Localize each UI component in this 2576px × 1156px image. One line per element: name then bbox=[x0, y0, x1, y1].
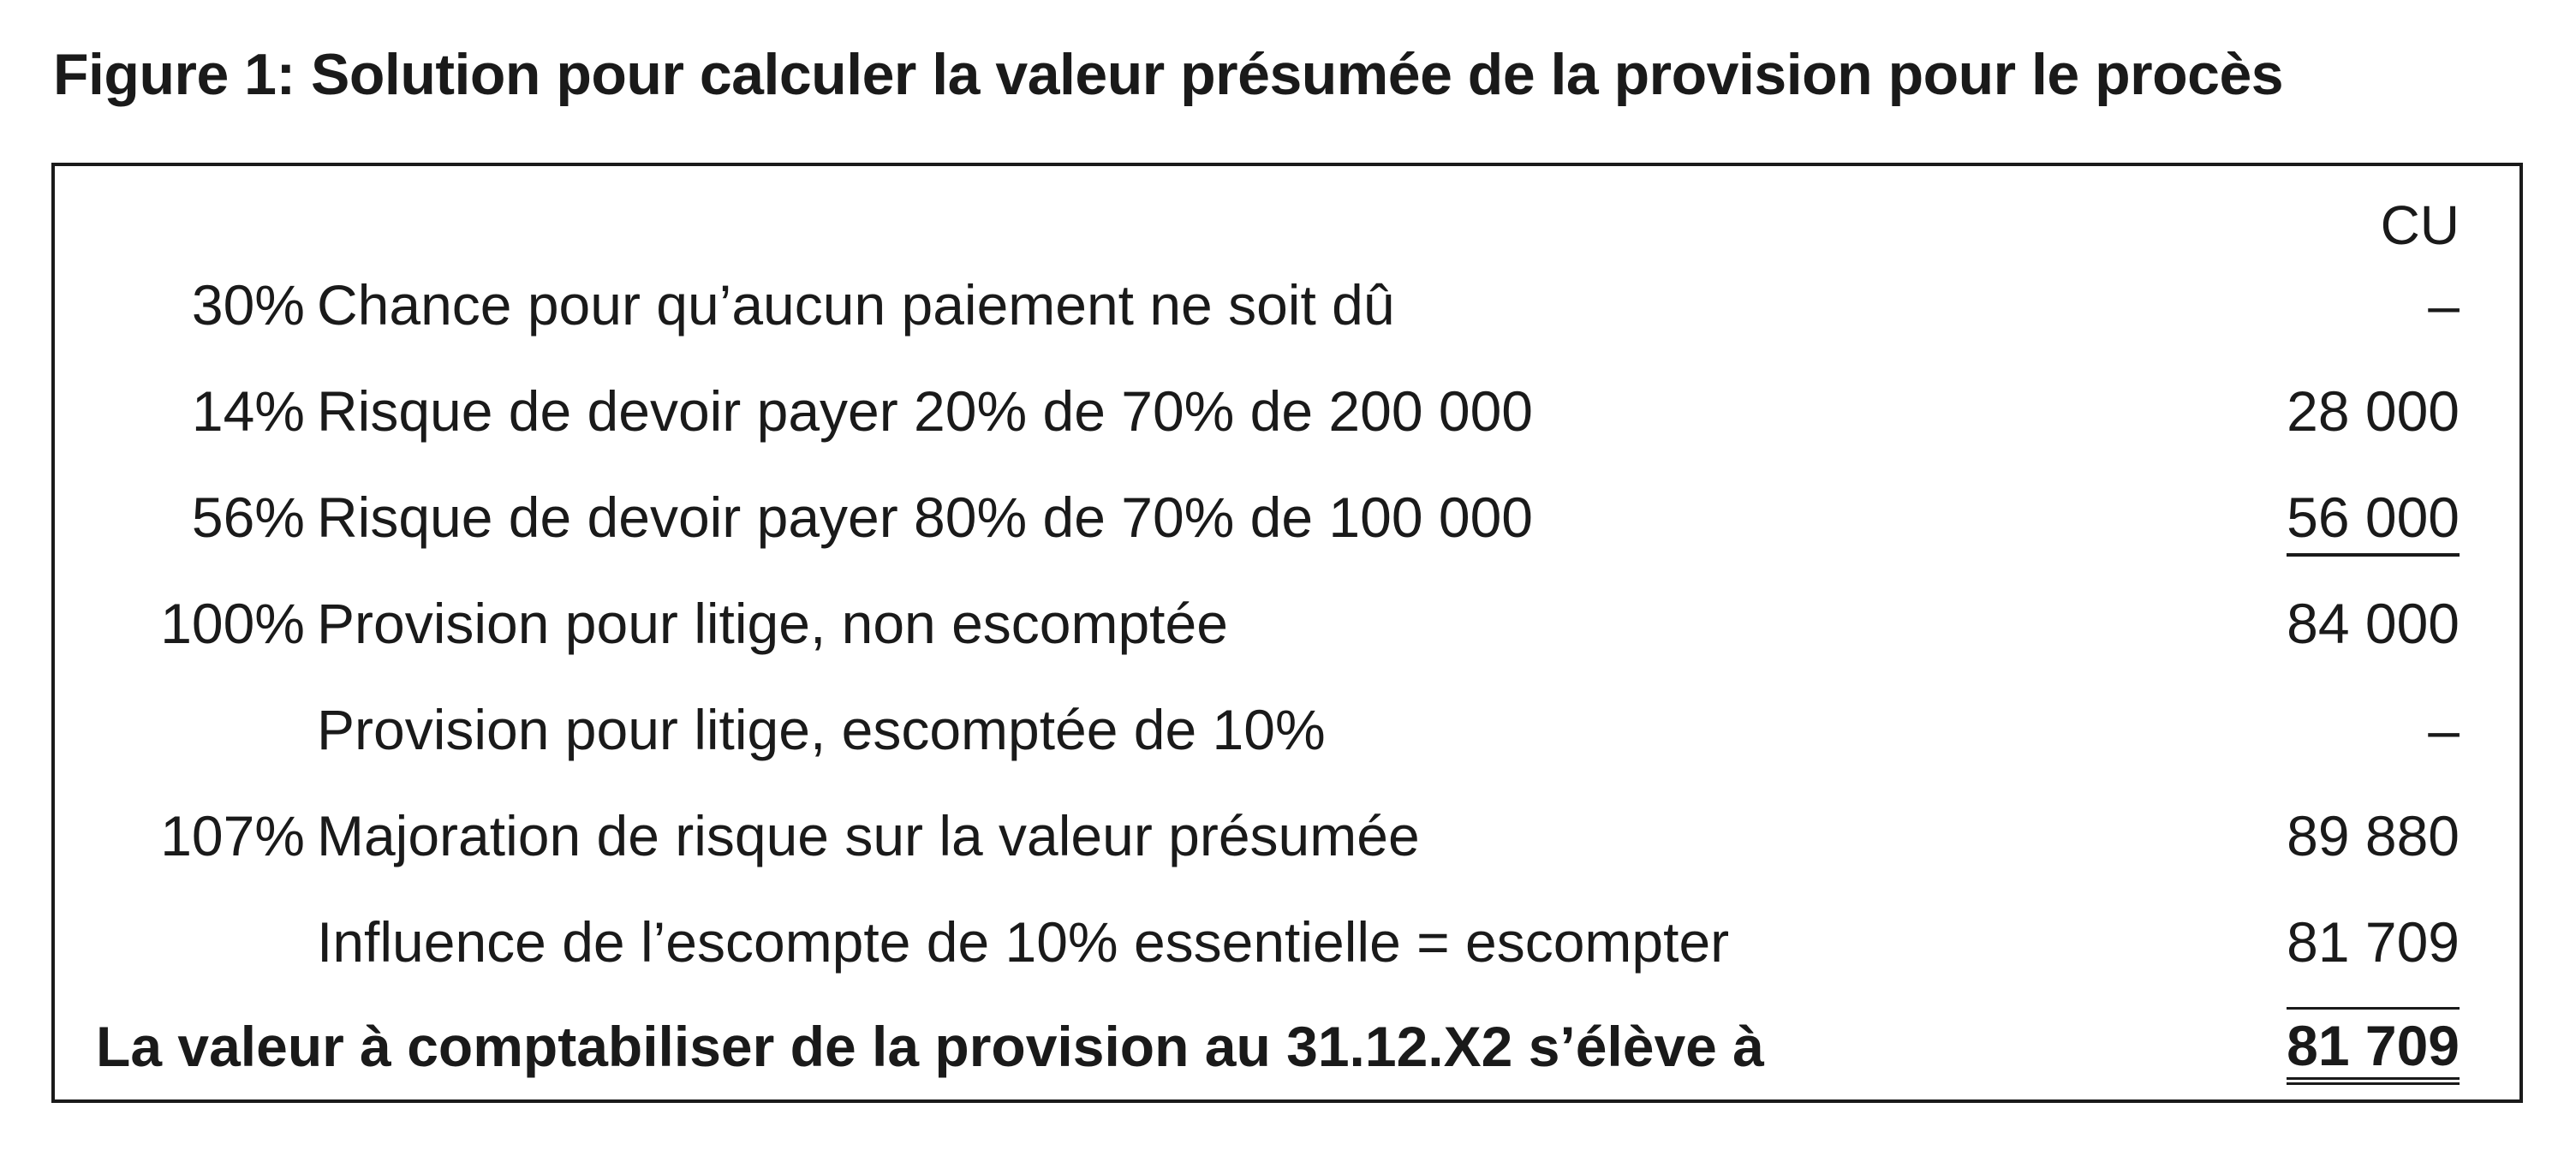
row-percent: 30% bbox=[191, 273, 305, 337]
table-row bbox=[55, 697, 2519, 774]
table-row bbox=[55, 591, 2519, 668]
row-amount: 84 000 bbox=[2287, 592, 2460, 655]
table-row bbox=[55, 378, 2519, 456]
row-percent: 14% bbox=[191, 379, 305, 443]
row-label: Provision pour litige, escomptée de 10% bbox=[317, 698, 1326, 761]
row-amount: 81 709 bbox=[2287, 910, 2460, 974]
figure-title: Figure 1: Solution pour calculer la valeur présumée de la provision pour le procès bbox=[53, 42, 2284, 107]
row-label: Provision pour litige, non escomptée bbox=[317, 592, 1228, 655]
table-row bbox=[55, 272, 2519, 349]
total-row bbox=[55, 1014, 2519, 1091]
row-percent: 56% bbox=[191, 486, 305, 549]
table-row bbox=[55, 909, 2519, 986]
table-row bbox=[55, 803, 2519, 880]
row-label: Influence de l’escompte de 10% essentielle = escompter bbox=[317, 910, 1730, 974]
total-amount-cell bbox=[2287, 1007, 2460, 1085]
unit-header: CU bbox=[2380, 194, 2460, 256]
row-percent: 100% bbox=[160, 592, 305, 655]
row-percent: 107% bbox=[160, 804, 305, 867]
row-amount: 28 000 bbox=[2287, 379, 2460, 443]
provision-table bbox=[51, 163, 2523, 1103]
row-label: Risque de devoir payer 20% de 70% de 200 000 bbox=[317, 379, 1533, 443]
table-row bbox=[55, 485, 2519, 562]
row-label: Risque de devoir payer 80% de 70% de 100 000 bbox=[317, 486, 1533, 549]
row-amount: 89 880 bbox=[2287, 804, 2460, 867]
total-label: La valeur à comptabiliser de la provision au 31.12.X2 s’élève à bbox=[96, 1015, 1764, 1078]
row-amount: – bbox=[2428, 273, 2460, 337]
total-amount: 81 709 bbox=[2287, 1017, 2460, 1085]
row-amount: – bbox=[2428, 698, 2460, 761]
row-label: Majoration de risque sur la valeur présumée bbox=[317, 804, 1420, 867]
row-amount-subtotal-underlined: 56 000 bbox=[2287, 485, 2460, 557]
row-label: Chance pour qu’aucun paiement ne soit dû bbox=[317, 273, 1395, 337]
